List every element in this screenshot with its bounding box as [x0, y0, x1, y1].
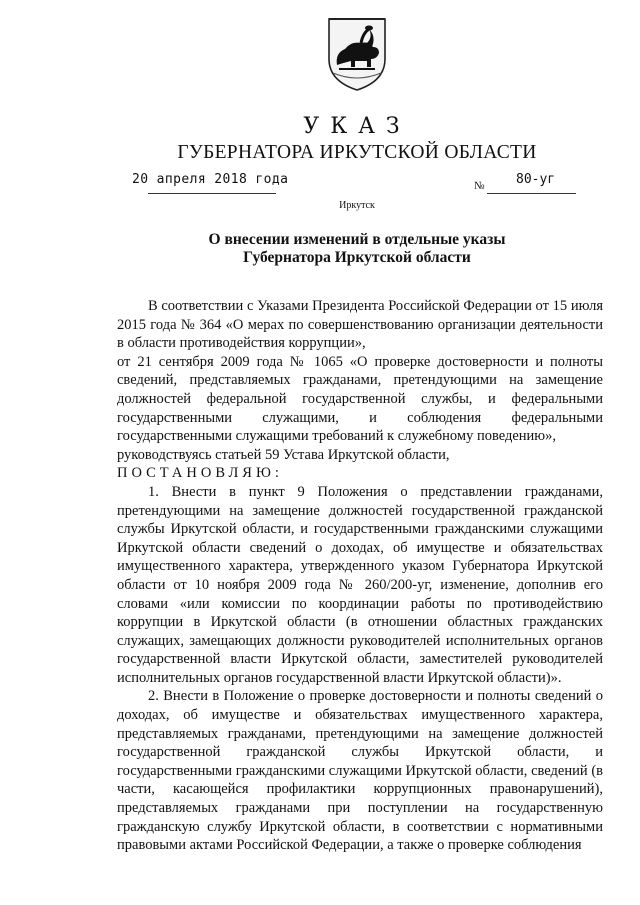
governor-title: ГУБЕРНАТОРА ИРКУТСКОЙ ОБЛАСТИ: [177, 142, 537, 163]
document-heading: [0, 231, 640, 267]
irkutsk-coat-of-arms-emblem: [325, 15, 389, 93]
document-body: [117, 297, 603, 855]
decree-word: ПОСТАНОВЛЯЮ:: [117, 465, 283, 482]
city-name: Иркутск: [339, 200, 375, 211]
preamble-paragraph-3: руководствуясь статьей 59 Устава Иркутской области,: [117, 446, 450, 463]
item-1-paragraph: 1. Внести в пункт 9 Положения о представлении гражданами, претендующими на замещение должностей государственной гражданской службы Иркутской области, и государственными гражданскими служащими Иркутской области сведений о доходах, об имуществе и обязательствах имущественного характера, утвержденного указом Губернатора Иркутской области от 10 ноября 2009 года № 260/200-уг, изменение, дополнив его словами «или комиссии по координации работы по противодействию коррупции в Иркутской области (в отношении областных гражданских служащих, замещающих должности руководителей исполнительных органов государственной власти Иркутской области, заместителей руководителей исполнительных органов государственной власти Иркутской области)».: [117, 483, 603, 686]
number-sign: №: [474, 180, 485, 192]
number-underline: [487, 193, 576, 194]
preamble-paragraph-1: В соответствии с Указами Президента Российской Федерации от 15 июля 2015 года № 364 «О мерах по совершенствованию организации деятельности в области противодействия коррупции»,: [117, 298, 603, 352]
item-2-paragraph: 2. Внести в Положение о проверке достоверности и полноты сведений о доходах, об имуществе и обязательствах имущественного характера, представляемых гражданами, претендующими на замещение должностей государственной гражданской службы Иркутской области, и государственными гражданскими служащими Иркутской области, сведений (в части, касающейся профилактики коррупционных правонарушений), представляемых гражданами при поступлении на государственную гражданскую службу Иркутской области, в соответствии с нормативными правовыми актами Российской Федерации, а также о проверке соблюдения: [117, 688, 603, 854]
decree-title: УКАЗ: [303, 114, 411, 139]
heading-line-2: Губернатора Иркутской области: [243, 249, 471, 266]
preamble-paragraph-2: от 21 сентября 2009 года № 1065 «О проверке достоверности и полноты сведений, представляемых гражданами, претендующими на замещение должностей федеральной государственной службы, и федеральными государственными служащими, и соблюдения федеральными государственными служащими требований к служебному поведению»,: [117, 353, 603, 445]
heading-line-1: О внесении изменений в отдельные указы: [208, 231, 506, 248]
date-underline: [148, 193, 276, 194]
decree-number: 80-уг: [516, 172, 556, 187]
decree-date: 20 апреля 2018 года: [132, 172, 289, 187]
